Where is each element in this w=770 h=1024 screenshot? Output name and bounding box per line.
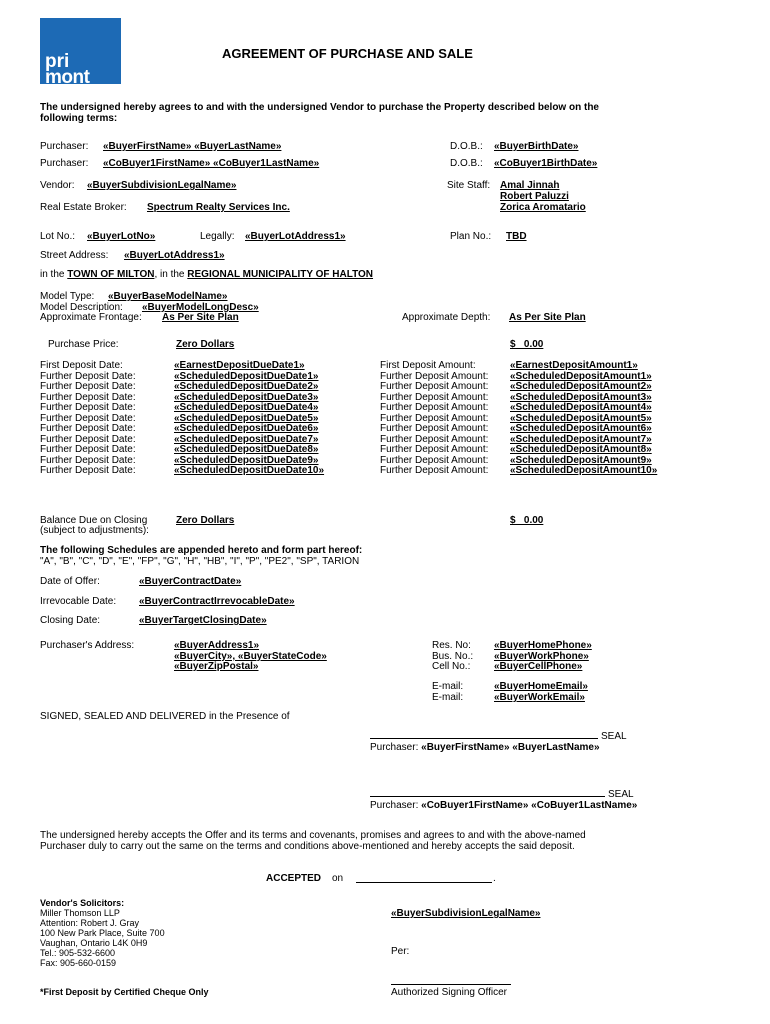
lot-label: Lot No.: <box>40 231 76 242</box>
schedules-heading: The following Schedules are appended hereto and form part hereof: <box>40 545 363 556</box>
plan-value: TBD <box>506 231 527 242</box>
model-desc-label: Model Description: <box>40 302 123 313</box>
offer-date-label: Date of Offer: <box>40 576 100 587</box>
signed-statement: SIGNED, SEALED AND DELIVERED in the Presence of <box>40 711 290 722</box>
solicitors-line: Vaughan, Ontario L4K 0H9 <box>40 938 148 948</box>
deposit-date-value: «ScheduledDepositDueDate7» <box>174 433 319 445</box>
signature-1-caption <box>370 742 600 753</box>
deposit-amount-label: First Deposit Amount: <box>380 360 476 371</box>
purchaser2-value: «CoBuyer1FirstName» «CoBuyer1LastName» <box>103 158 320 169</box>
deposit-amount-value: «ScheduledDepositAmount3» <box>510 391 652 403</box>
signature-line-2 <box>370 796 605 797</box>
deposit-date-value: «ScheduledDepositDueDate2» <box>174 381 319 392</box>
address-line: «BuyerAddress1» <box>174 640 260 651</box>
deposit-amount-labels <box>380 361 488 477</box>
solicitors-line: Miller Thomson LLP <box>40 908 120 918</box>
deposit-amount-label: Further Deposit Amount: <box>380 423 489 434</box>
irrevocable-date-value: «BuyerContractIrrevocableDate» <box>139 596 295 607</box>
site-staff-name: Zorica Aromatario <box>500 202 586 213</box>
street-label: Street Address: <box>40 250 109 261</box>
res-phone-value: «BuyerHomePhone» <box>494 640 592 651</box>
solicitors-line: Tel.: 905-532-6600 <box>40 948 116 958</box>
solicitors-line: Attention: Robert J. Gray <box>40 918 140 928</box>
price-words: Zero Dollars <box>176 339 235 350</box>
deposit-date-label: Further Deposit Date: <box>40 465 136 476</box>
street-value: «BuyerLotAddress1» <box>124 250 225 261</box>
price-amount: $ 0.00 <box>510 339 544 350</box>
work-email-value: «BuyerWorkEmail» <box>494 692 585 703</box>
deposit-amount-value: «ScheduledDepositAmount2» <box>510 381 652 392</box>
deposit-amount-value: «ScheduledDepositAmount5» <box>510 412 652 424</box>
deposit-date-value: «ScheduledDepositDueDate4» <box>174 402 319 413</box>
vendor-sig-name: «BuyerSubdivisionLegalName» <box>391 908 541 919</box>
deposit-amount-label: Further Deposit Amount: <box>380 370 489 382</box>
lot-value: «BuyerLotNo» <box>87 231 156 242</box>
deposit-amount-label: Further Deposit Amount: <box>380 433 489 445</box>
deposit-date-value: «EarnestDepositDueDate1» <box>174 360 305 371</box>
purchaser2-label: Purchaser: <box>40 158 89 169</box>
deposit-amount-label: Further Deposit Amount: <box>380 465 489 476</box>
broker-value: Spectrum Realty Services Inc. <box>147 202 290 213</box>
deposit-date-label: Further Deposit Date: <box>40 444 136 455</box>
accepted-date-line <box>356 882 492 883</box>
purchaser1-value: «BuyerFirstName» «BuyerLastName» <box>103 141 282 152</box>
deposit-date-values <box>174 361 324 477</box>
signature-2-name: «CoBuyer1FirstName» «CoBuyer1LastName» <box>421 800 638 811</box>
deposit-date-value: «ScheduledDepositDueDate10» <box>174 465 325 476</box>
vendor-label: Vendor: <box>40 180 75 191</box>
deposit-amount-label: Further Deposit Amount: <box>380 412 489 424</box>
deposit-amount-label: Further Deposit Amount: <box>380 402 489 413</box>
address-line: «BuyerZipPostal» <box>174 661 259 672</box>
document-title: AGREEMENT OF PURCHASE AND SALE <box>222 46 473 61</box>
site-staff-label: Site Staff: <box>447 180 491 191</box>
schedules-list: "A", "B", "C", "D", "E", "FP", "G", "H", "HB", "I", "P", "PE2", "SP", TARION <box>40 556 360 567</box>
deposit-date-label: Further Deposit Date: <box>40 454 136 466</box>
balance-words: Zero Dollars <box>176 515 235 526</box>
acceptance-text-line2: Purchaser duly to carry out the same on the terms and conditions above-mentioned and hereby accepts the said deposit. <box>40 841 575 852</box>
deposit-date-label: Further Deposit Date: <box>40 423 136 434</box>
offer-date-value: «BuyerContractDate» <box>139 576 242 587</box>
deposit-amount-value: «ScheduledDepositAmount7» <box>510 433 652 445</box>
signature-1-label: Purchaser: <box>370 742 419 753</box>
signature-1-name: «BuyerFirstName» «BuyerLastName» <box>421 742 600 753</box>
deposit-amount-value: «ScheduledDepositAmount4» <box>510 402 652 413</box>
solicitors-line: Fax: 905-660-0159 <box>40 958 117 968</box>
accepted-label: ACCEPTED <box>266 873 322 884</box>
town: TOWN OF MILTON <box>67 269 155 280</box>
signature-2-caption <box>370 800 637 811</box>
vendor-sig-line <box>391 984 511 985</box>
home-email-label: E-mail: <box>432 681 464 692</box>
deposit-date-value: «ScheduledDepositDueDate1» <box>174 370 319 382</box>
deposit-date-label: Further Deposit Date: <box>40 370 136 382</box>
model-type-label: Model Type: <box>40 291 95 302</box>
location-line <box>40 269 373 280</box>
accepted-period: . <box>493 873 496 884</box>
vendor-sig-officer: Authorized Signing Officer <box>391 987 507 998</box>
deposit-amount-label: Further Deposit Amount: <box>380 454 489 466</box>
address-label: Purchaser's Address: <box>40 640 135 651</box>
deposit-amount-value: «ScheduledDepositAmount6» <box>510 423 652 434</box>
solicitors-line: 100 New Park Place, Suite 700 <box>40 928 165 938</box>
deposit-date-label: Further Deposit Date: <box>40 433 136 445</box>
location-mid: , in the <box>154 269 185 280</box>
work-email-label: E-mail: <box>432 692 464 703</box>
location-pre: in the <box>40 269 65 280</box>
legally-value: «BuyerLotAddress1» <box>245 231 346 242</box>
balance-amount: $ 0.00 <box>510 515 544 526</box>
legally-label: Legally: <box>200 231 235 242</box>
plan-label: Plan No.: <box>450 231 492 242</box>
deposit-date-label: Further Deposit Date: <box>40 391 136 403</box>
depth-value: As Per Site Plan <box>509 312 586 323</box>
deposit-amount-label: Further Deposit Amount: <box>380 391 489 403</box>
model-desc-value: «BuyerModelLongDesc» <box>142 302 259 313</box>
cell-phone-value: «BuyerCellPhone» <box>494 661 583 672</box>
deposit-date-label: Further Deposit Date: <box>40 381 136 392</box>
deposit-date-value: «ScheduledDepositDueDate5» <box>174 412 319 424</box>
signature-line-1 <box>370 738 598 739</box>
deposit-amount-value: «ScheduledDepositAmount1» <box>510 370 652 382</box>
deposit-amount-value: «ScheduledDepositAmount8» <box>510 444 652 455</box>
intro-text: The undersigned hereby agrees to and with the undersigned Vendor to purchase the Property described below on the <box>40 102 599 113</box>
depth-label: Approximate Depth: <box>402 312 491 323</box>
purchaser1-label: Purchaser: <box>40 141 89 152</box>
deposit-amount-value: «ScheduledDepositAmount9» <box>510 454 652 466</box>
purchaser1-dob-label: D.O.B.: <box>450 141 483 152</box>
vendor-sig-per: Per: <box>391 946 410 957</box>
deposit-amount-value: «EarnestDepositAmount1» <box>510 360 638 371</box>
deposit-date-label: First Deposit Date: <box>40 360 123 371</box>
purchaser2-dob-value: «CoBuyer1BirthDate» <box>494 158 598 169</box>
deposit-amount-value: «ScheduledDepositAmount10» <box>510 465 658 476</box>
res-phone-label: Res. No: <box>432 640 471 651</box>
logo-text-line1: pri <box>45 51 70 72</box>
home-email-value: «BuyerHomeEmail» <box>494 681 588 692</box>
frontage-value: As Per Site Plan <box>162 312 239 323</box>
vendor-value: «BuyerSubdivisionLegalName» <box>87 180 237 191</box>
accepted-on: on <box>332 873 344 884</box>
deposit-date-value: «ScheduledDepositDueDate6» <box>174 423 319 434</box>
frontage-label: Approximate Frontage: <box>40 312 142 323</box>
solicitors-heading: Vendor's Solicitors: <box>40 898 125 908</box>
balance-label: Balance Due on Closing <box>40 515 148 526</box>
deposit-date-labels <box>40 361 136 477</box>
deposit-amount-label: Further Deposit Amount: <box>380 381 489 392</box>
deposit-date-value: «ScheduledDepositDueDate3» <box>174 391 319 403</box>
site-staff-name: Amal Jinnah <box>500 180 560 191</box>
seal-1: SEAL <box>601 731 627 742</box>
deposit-amount-values <box>510 361 657 477</box>
irrevocable-date-label: Irrevocable Date: <box>40 596 117 607</box>
purchaser1-dob-value: «BuyerBirthDate» <box>494 141 579 152</box>
broker-label: Real Estate Broker: <box>40 202 127 213</box>
region: REGIONAL MUNICIPALITY OF HALTON <box>187 269 374 280</box>
closing-date-label: Closing Date: <box>40 615 101 626</box>
balance-label-line2: (subject to adjustments): <box>40 525 149 536</box>
deposit-date-value: «ScheduledDepositDueDate8» <box>174 444 319 455</box>
deposit-date-value: «ScheduledDepositDueDate9» <box>174 454 319 466</box>
bus-phone-value: «BuyerWorkPhone» <box>494 651 589 662</box>
site-staff-name: Robert Paluzzi <box>500 191 569 202</box>
signature-2-label: Purchaser: <box>370 800 419 811</box>
deposit-date-label: Further Deposit Date: <box>40 402 136 413</box>
price-label: Purchase Price: <box>48 339 119 350</box>
bus-phone-label: Bus. No.: <box>432 651 474 662</box>
purchaser2-dob-label: D.O.B.: <box>450 158 483 169</box>
acceptance-text: The undersigned hereby accepts the Offer and its terms and covenants, promises and agrees to and with the above-named <box>40 830 586 841</box>
logo-text-line2: mont <box>45 67 90 88</box>
deposit-date-label: Further Deposit Date: <box>40 412 136 424</box>
model-type-value: «BuyerBaseModelName» <box>108 291 228 302</box>
cell-phone-label: Cell No.: <box>432 661 471 672</box>
intro-text-line2: following terms: <box>40 113 118 124</box>
primont-logo <box>40 18 121 88</box>
seal-2: SEAL <box>608 789 634 800</box>
address-line: «BuyerCity», «BuyerStateCode» <box>174 651 327 662</box>
closing-date-value: «BuyerTargetClosingDate» <box>139 615 267 626</box>
deposit-amount-label: Further Deposit Amount: <box>380 444 489 455</box>
footnote: *First Deposit by Certified Cheque Only <box>40 987 209 997</box>
